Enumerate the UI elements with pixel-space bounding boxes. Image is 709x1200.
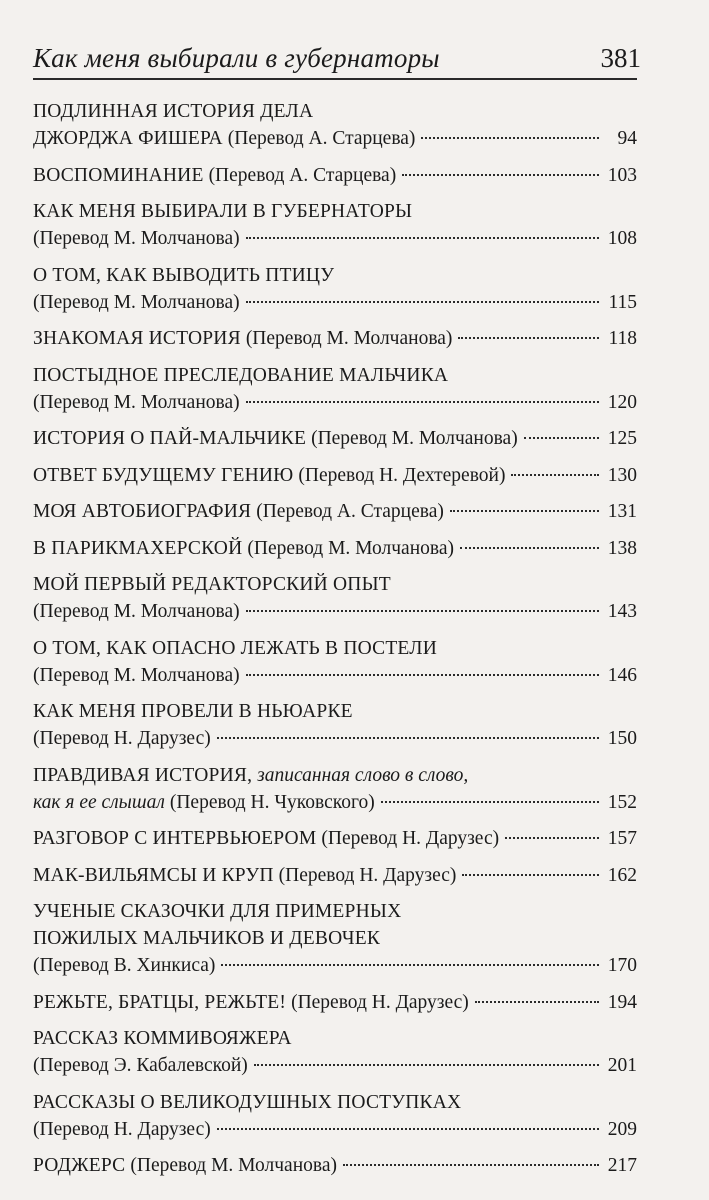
dot-leader	[221, 964, 599, 966]
toc-entry-title-line: УЧЕНЫЕ СКАЗОЧКИ ДЛЯ ПРИМЕРНЫХ	[33, 901, 402, 922]
toc-entry-title-line: О ТОМ, КАК ВЫВОДИТЬ ПТИЦУ	[33, 264, 335, 286]
toc-entry[interactable]	[33, 898, 637, 979]
toc-entry[interactable]	[33, 571, 637, 625]
toc-entry-last-line	[33, 862, 637, 889]
dot-leader	[381, 801, 599, 803]
toc-entry-title: ИСТОРИЯ О ПАЙ-МАЛЬЧИКЕ	[33, 428, 307, 449]
toc-entry-translator: (Перевод М. Молчанова)	[33, 228, 240, 249]
toc-entry-translator: (Перевод М. Молчанова)	[245, 328, 453, 349]
toc-entry-translator: (Перевод М. Молчанова)	[33, 291, 240, 313]
toc-entry[interactable]	[33, 162, 637, 189]
toc-entry-page-number: 94	[617, 128, 637, 149]
toc-entry-translator: (Перевод А. Старцева)	[208, 164, 397, 186]
dot-leader	[402, 174, 599, 176]
dot-leader	[246, 237, 599, 239]
toc-entry-page-number: 157	[607, 828, 637, 849]
toc-entry[interactable]	[33, 535, 637, 562]
dot-leader	[524, 437, 599, 439]
dot-leader	[217, 737, 599, 739]
toc-entry-last-line	[33, 825, 637, 852]
dot-leader	[254, 1064, 599, 1066]
toc-entry-page-number: 115	[608, 291, 637, 313]
toc-entry-title-line: ПОДЛИННАЯ ИСТОРИЯ ДЕЛА	[33, 101, 314, 122]
toc-entry[interactable]	[33, 825, 637, 852]
toc-entry-page-number: 138	[607, 537, 637, 559]
toc-entry-translator: (Перевод М. Молчанова)	[130, 1155, 337, 1176]
toc-entry[interactable]	[33, 1089, 637, 1143]
toc-entry-page-number: 194	[607, 991, 637, 1013]
toc-entry[interactable]	[33, 262, 637, 316]
dot-leader	[246, 610, 599, 612]
toc-entry-translator: (Перевод Н. Дарузес)	[33, 728, 211, 749]
toc-entry-last-line	[33, 662, 637, 689]
toc-entry-last-line	[33, 1116, 637, 1143]
toc-entry-last-line	[33, 289, 637, 316]
toc-entry-title-line: КАК МЕНЯ ПРОВЕЛИ В НЬЮАРКЕ	[33, 701, 353, 722]
toc-entry[interactable]	[33, 989, 637, 1016]
toc-entry-last-line	[33, 725, 637, 752]
toc-entry-translator: (Перевод Н. Дарузес)	[291, 991, 469, 1013]
toc-entry-translator: (Перевод М. Молчанова)	[311, 428, 518, 449]
toc-entry-last-line	[33, 1152, 637, 1179]
toc-entry-last-line	[33, 498, 637, 525]
toc-entry-page-number: 120	[607, 391, 637, 413]
toc-entry-translator: (Перевод Н. Дарузес)	[278, 864, 457, 886]
toc-entry-last-line	[33, 462, 637, 489]
toc-entry[interactable]	[33, 762, 637, 816]
dot-leader	[246, 401, 599, 403]
dot-leader	[421, 137, 599, 139]
toc-entry-title: ОТВЕТ БУДУЩЕМУ ГЕНИЮ	[33, 464, 294, 486]
toc-entry-page-number: 131	[607, 501, 637, 522]
toc-entry-translator: (Перевод М. Молчанова)	[33, 664, 240, 686]
toc-entry-page-number: 143	[607, 601, 637, 622]
toc-entry-last-line	[33, 225, 637, 252]
dot-leader	[511, 474, 599, 476]
toc-entry[interactable]	[33, 698, 637, 752]
dot-leader	[450, 510, 599, 512]
toc-entry-title-line: ПОЖИЛЫХ МАЛЬЧИКОВ И ДЕВОЧЕК	[33, 928, 381, 949]
toc-entry-page-number: 217	[607, 1155, 637, 1176]
dot-leader	[343, 1164, 599, 1166]
toc-entry-title-line: РАССКАЗ КОММИВОЯЖЕРА	[33, 1028, 292, 1049]
toc-entry-title: ЗНАКОМАЯ ИСТОРИЯ	[33, 328, 241, 349]
toc-entry[interactable]	[33, 98, 637, 152]
toc-entry-page-number: 162	[607, 864, 637, 886]
toc-entry-last-line	[33, 789, 637, 816]
toc-entry-title-line: О ТОМ, КАК ОПАСНО ЛЕЖАТЬ В ПОСТЕЛИ	[33, 637, 437, 659]
toc-entry-title-line: КАК МЕНЯ ВЫБИРАЛИ В ГУБЕРНАТОРЫ	[33, 201, 413, 222]
toc-entry-last-line	[33, 1052, 637, 1079]
dot-leader	[475, 1001, 599, 1003]
toc-entry-title: РОДЖЕРС	[33, 1155, 126, 1176]
dot-leader	[505, 837, 599, 839]
toc-entry-last-line	[33, 952, 637, 979]
toc-entry-translator: (Перевод М. Молчанова)	[33, 601, 240, 622]
toc-entry[interactable]	[33, 325, 637, 352]
toc-entry-title: ПРАВДИВАЯ ИСТОРИЯ,	[33, 764, 253, 786]
toc-entry-translator: (Перевод Н. Дарузес)	[321, 828, 500, 849]
toc-entry[interactable]	[33, 462, 637, 489]
toc-entry[interactable]	[33, 198, 637, 252]
toc-entry-title: ВОСПОМИНАНИЕ	[33, 164, 204, 186]
toc-entry[interactable]	[33, 635, 637, 689]
toc-entry[interactable]	[33, 1152, 637, 1179]
running-header	[33, 34, 641, 80]
toc-entry-last-line	[33, 598, 637, 625]
toc-entry-last-line	[33, 535, 637, 562]
toc-entry-title: МАК-ВИЛЬЯМСЫ И КРУП	[33, 864, 274, 886]
toc-entry-last-line	[33, 162, 637, 189]
toc-entry-translator: (Перевод М. Молчанова)	[33, 391, 240, 413]
toc-entry-title: МОЯ АВТОБИОГРАФИЯ	[33, 501, 252, 522]
dot-leader	[462, 874, 599, 876]
toc-entry-page-number: 108	[607, 228, 637, 249]
toc-entry-page-number: 103	[607, 164, 637, 186]
toc-entry-translator: (Перевод М. Молчанова)	[247, 537, 454, 559]
toc-entry-page-number: 170	[607, 955, 637, 976]
dot-leader	[458, 337, 599, 339]
toc-entry[interactable]	[33, 862, 637, 889]
toc-entry-page-number: 146	[607, 664, 637, 686]
toc-entry-title-line: МОЙ ПЕРВЫЙ РЕДАКТОРСКИЙ ОПЫТ	[33, 574, 391, 595]
toc-entry-title: В ПАРИКМАХЕРСКОЙ	[33, 537, 243, 559]
toc-entry-page-number: 130	[607, 464, 637, 486]
dot-leader	[246, 301, 599, 303]
toc-entry-translator: (Перевод Н. Дарузес)	[33, 1118, 211, 1140]
toc-entry[interactable]	[33, 498, 637, 525]
toc-entry-last-line	[33, 325, 637, 352]
toc-entry-page-number: 152	[607, 791, 637, 813]
toc-entry-title: РЕЖЬТЕ, БРАТЦЫ, РЕЖЬТЕ!	[33, 991, 287, 1013]
dot-leader	[217, 1128, 599, 1130]
toc-entry-title: РАЗГОВОР С ИНТЕРВЬЮЕРОМ	[33, 828, 317, 849]
toc-entry-page-number: 125	[607, 428, 637, 449]
toc-entry-translator: (Перевод Н. Дехтеревой)	[298, 464, 506, 486]
toc-entry-title-line: РАССКАЗЫ О ВЕЛИКОДУШНЫХ ПОСТУПКАХ	[33, 1091, 462, 1113]
toc-entry-last-line	[33, 389, 637, 416]
toc-entry-title: ДЖОРДЖА ФИШЕРА	[33, 128, 223, 149]
toc-entry-last-line	[33, 989, 637, 1016]
toc-entry-page-number: 118	[608, 328, 637, 349]
toc-entry[interactable]	[33, 362, 637, 416]
toc-entry-last-line	[33, 425, 637, 452]
table-of-contents	[33, 98, 637, 1179]
toc-entry-page-number: 209	[607, 1118, 637, 1140]
toc-entry-subtitle: записанная слово в слово,	[257, 764, 469, 786]
toc-entry-title-line: ПОСТЫДНОЕ ПРЕСЛЕДОВАНИЕ МАЛЬЧИКА	[33, 364, 449, 386]
toc-entry-translator: (Перевод А. Старцева)	[227, 128, 416, 149]
toc-entry-translator: (Перевод В. Хинкиса)	[33, 955, 216, 976]
dot-leader	[460, 547, 599, 549]
toc-entry-translator: (Перевод Н. Чуковского)	[169, 791, 375, 813]
running-title: Как меня выбирали в губернаторы	[33, 43, 440, 73]
toc-entry-title-line	[33, 762, 637, 789]
toc-entry-translator: (Перевод Э. Кабалевской)	[33, 1055, 248, 1076]
toc-entry-last-line	[33, 125, 637, 152]
toc-entry-subtitle: как я ее слышал	[33, 791, 165, 813]
toc-entry[interactable]	[33, 1025, 637, 1079]
toc-entry-page-number: 150	[607, 728, 637, 749]
page-number: 381	[600, 43, 641, 73]
toc-entry-page-number: 201	[607, 1055, 637, 1076]
toc-entry[interactable]	[33, 425, 637, 452]
toc-entry-translator: (Перевод А. Старцева)	[256, 501, 444, 522]
dot-leader	[246, 674, 599, 676]
